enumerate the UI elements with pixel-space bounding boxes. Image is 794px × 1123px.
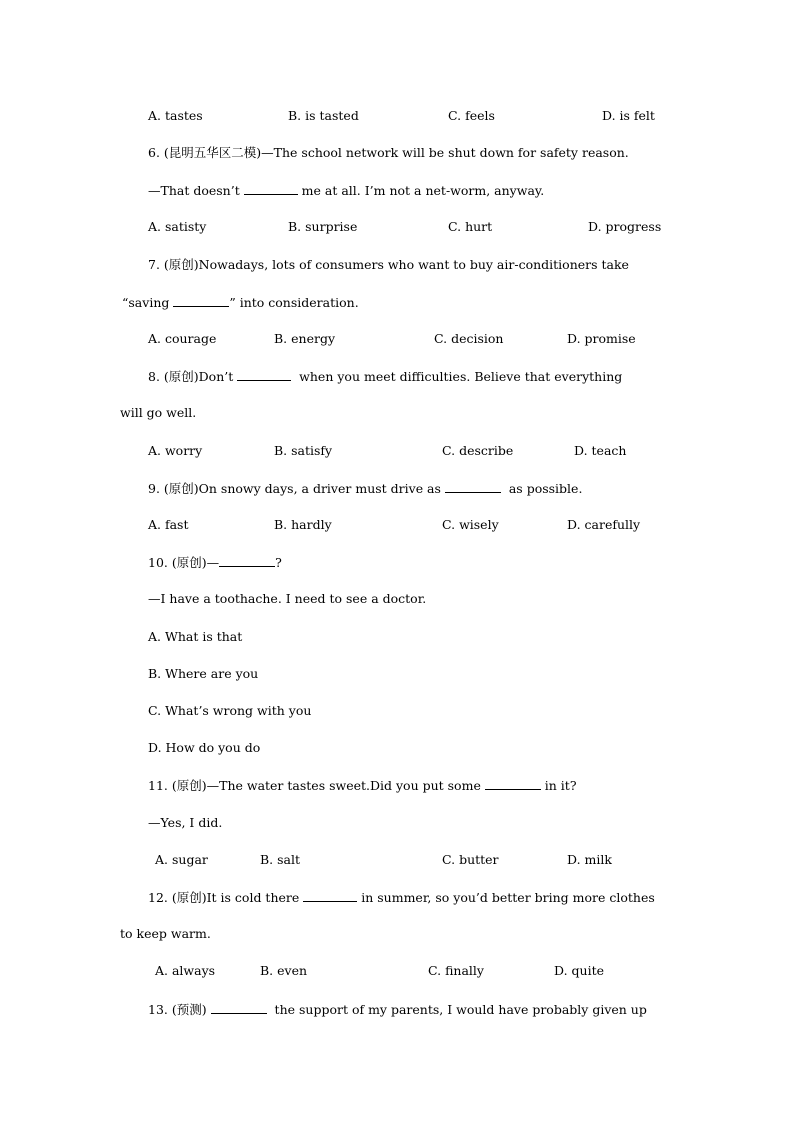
q6-blank: [244, 182, 298, 195]
q10-line1-pre: 10. (原创)—: [148, 555, 220, 570]
q8-option-b: B. satisfy: [274, 443, 333, 458]
q12-line1-pre: 12. (原创)It is cold there: [148, 890, 304, 905]
q6-stem: 6. (昆明五华区二模)—The school network will be shut down for safety reason.: [148, 145, 629, 160]
q11-option-a: A. sugar: [155, 852, 208, 867]
q7-option-a: A. courage: [148, 331, 217, 346]
q10-option-c: C. What’s wrong with you: [148, 703, 312, 718]
q12-line1-post: in summer, so you’d better bring more clothes: [357, 890, 655, 905]
q10-stem: [148, 554, 282, 571]
q8-option-d: D. teach: [574, 443, 627, 458]
q5-option-a: A. tastes: [148, 108, 203, 123]
q12-option-a: A. always: [155, 963, 216, 978]
q9-option-c: C. wisely: [442, 517, 499, 532]
q7-blank: [173, 294, 229, 307]
q7-option-d: D. promise: [567, 331, 636, 346]
q11-line2: —Yes, I did.: [148, 815, 223, 830]
q9-stem: [148, 480, 582, 497]
q6-option-d: D. progress: [588, 219, 662, 234]
q9-line1-post: as possible.: [500, 481, 583, 496]
q8-option-a: A. worry: [148, 443, 203, 458]
q6-option-c: C. hurt: [448, 219, 493, 234]
q8-stem: [148, 368, 622, 385]
q11-line1-post: in it?: [540, 778, 577, 793]
q11-option-c: C. butter: [442, 852, 499, 867]
q10-option-d: D. How do you do: [148, 740, 261, 755]
q9-option-d: D. carefully: [567, 517, 641, 532]
q10-option-b: B. Where are you: [148, 666, 259, 681]
q11-option-d: D. milk: [567, 852, 612, 867]
q13-stem: [148, 1001, 647, 1018]
q8-line1-post: when you meet difficulties. Believe that everything: [291, 369, 623, 384]
q10-blank: [219, 554, 275, 567]
q9-option-a: A. fast: [148, 517, 189, 532]
q8-option-c: C. describe: [442, 443, 514, 458]
q11-line1-pre: 11. (原创)—The water tastes sweet.Did you put some: [148, 778, 485, 793]
q12-option-b: B. even: [260, 963, 308, 978]
q7-option-c: C. decision: [434, 331, 504, 346]
q7-line2-post: ” into consideration.: [229, 295, 359, 310]
q8-blank: [237, 368, 291, 381]
q7-line2-pre: “saving: [122, 295, 174, 310]
q12-line2: to keep warm.: [120, 926, 211, 941]
q12-stem: [148, 889, 655, 906]
q12-blank: [303, 889, 357, 902]
q13-line1-post: the support of my parents, I would have probably given up: [266, 1002, 647, 1017]
q8-line1-pre: 8. (原创)Don’t: [148, 369, 238, 384]
q9-blank: [445, 480, 501, 493]
q11-option-b: B. salt: [260, 852, 301, 867]
q9-line1-pre: 9. (原创)On snowy days, a driver must drive as: [148, 481, 445, 496]
q5-option-c: C. feels: [448, 108, 495, 123]
q10-line2: —I have a toothache. I need to see a doctor.: [148, 591, 427, 606]
q13-blank: [211, 1001, 267, 1014]
q11-blank: [485, 777, 541, 790]
q7-stem: 7. (原创)Nowadays, lots of consumers who want to buy air-conditioners take: [148, 257, 629, 272]
q13-line1-pre: 13. (预测): [148, 1002, 211, 1017]
q5-option-d: D. is felt: [602, 108, 655, 123]
q12-option-c: C. finally: [428, 963, 484, 978]
q9-option-b: B. hardly: [274, 517, 332, 532]
q8-line2: will go well.: [120, 405, 197, 420]
q7-line2: [122, 294, 359, 311]
q6-line2-pre: —That doesn’t: [148, 183, 244, 198]
q10-option-a: A. What is that: [148, 629, 243, 644]
q12-option-d: D. quite: [554, 963, 604, 978]
q11-stem: [148, 777, 577, 794]
q5-option-b: B. is tasted: [288, 108, 359, 123]
q6-option-b: B. surprise: [288, 219, 358, 234]
q10-line1-post: ?: [275, 555, 282, 570]
q6-option-a: A. satisty: [148, 219, 207, 234]
q6-line2-post: me at all. I’m not a net-worm, anyway.: [297, 183, 545, 198]
q7-option-b: B. energy: [274, 331, 336, 346]
q6-line2: [148, 182, 544, 199]
